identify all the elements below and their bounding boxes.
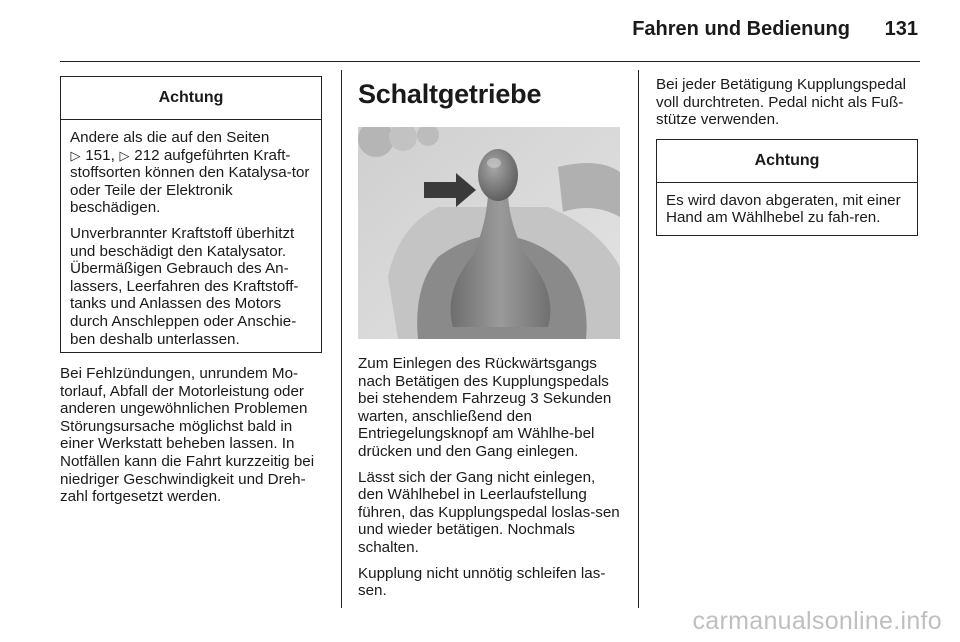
warning-body <box>657 183 917 235</box>
body-paragraph-2: Lässt sich der Gang nicht einlegen, den Wählhebel in Leerlaufstellung führen, das Kupplungspedal loslas-sen und wieder betätigen. Nochmals schalten. <box>358 468 620 556</box>
warning-title: Achtung <box>61 77 321 120</box>
warning-paragraph-2: Unverbrannter Kraftstoff überhitzt und beschädigt den Katalysator. Übermäßigen Gebrauch des An-lassers, Leerfahren des Kraftstoff-tanks und Anlassen des Motors durch Anschleppen oder Anschie-ben deshalb unterlassen. <box>70 224 299 348</box>
page-link-212[interactable]: 212 <box>134 146 160 164</box>
section-title: Fahren und Bedienung <box>632 18 850 40</box>
column-divider-2 <box>638 70 639 608</box>
page-header <box>0 0 960 62</box>
column-2 <box>358 76 622 608</box>
page-number: 131 <box>884 18 918 40</box>
warning-body <box>61 120 321 356</box>
body-paragraph-1: Zum Einlegen des Rückwärtsgangs nach Betätigen des Kupplungspedals bei stehendem Fahrzeug 3 Sekunden warten, anschließend den Entriegelungsknopf am Wählhe-bel drücken und den Gang einlegen. <box>358 355 612 460</box>
gear-lever-photo <box>358 127 620 339</box>
warning-paragraph-1: Andere als die auf den Seiten ▷ 151, ▷ 212 aufgeführten Kraft-stoffsorten können den Katalysa-tor oder Teile der Elektronik beschädigen. <box>70 129 310 217</box>
column-3 <box>656 76 918 236</box>
body-paragraph-3: Kupplung nicht unnötig schleifen las-sen. <box>358 564 606 600</box>
warning-title: Achtung <box>657 140 917 183</box>
page-reference-icon: ▷ <box>119 147 130 163</box>
column-1 <box>60 76 322 514</box>
column-divider-1 <box>341 70 342 608</box>
header-divider <box>60 61 920 62</box>
section-heading: Schaltgetriebe <box>358 79 542 109</box>
body-paragraph: Bei Fehlzündungen, unrundem Mo-torlauf, Abfall der Motorleistung oder anderen ungewöhnlichen Problemen Störungsursache möglichst bald in einer Werkstatt beheben lassen. In Notfällen kann die Fahrt kurzzeitig bei niedriger Geschwindigkeit und Dreh-zahl fortgesetzt werden. <box>60 365 315 506</box>
gear-lever-illustration <box>358 127 620 339</box>
page-link-151[interactable]: 151, <box>85 146 115 164</box>
warning-box-hand <box>656 139 918 236</box>
page-reference-icon: ▷ <box>70 147 81 163</box>
body-paragraph: Bei jeder Betätigung Kupplungspedal voll durchtreten. Pedal nicht als Fuß-stütze verwenden. <box>656 76 906 129</box>
watermark: carmanualsonline.info <box>692 607 942 635</box>
warning-box-fuel <box>60 76 322 353</box>
warning-paragraph: Es wird davon abgeraten, mit einer Hand am Wählhebel zu fah-ren. <box>666 191 901 227</box>
